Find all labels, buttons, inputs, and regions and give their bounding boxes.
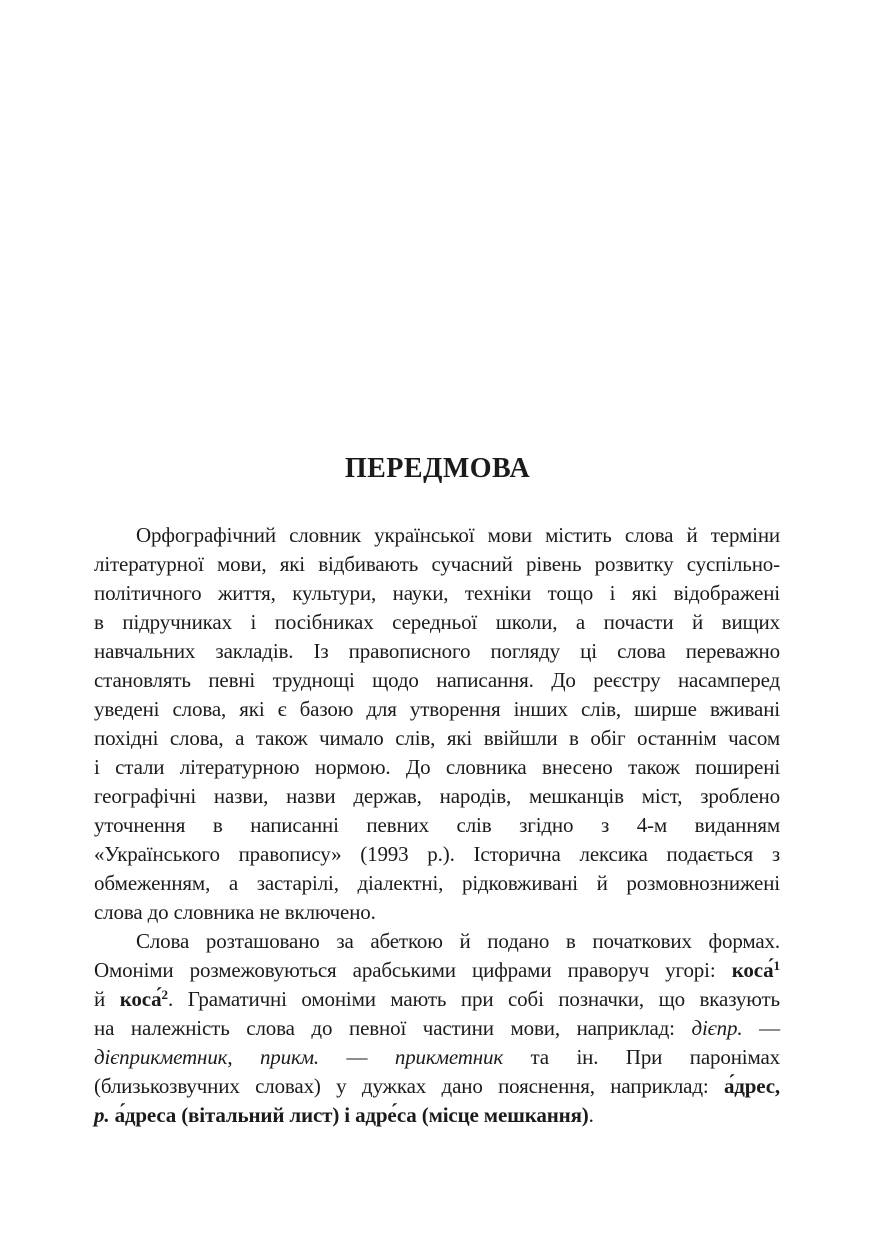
text-run: Омоніми розмежовуються арабськими цифрами праворуч угорі:: [94, 958, 732, 982]
text-run: а́дреса (вітальний лист) і адре́са (місце мешкання): [114, 1103, 589, 1127]
text-run: обмеженням, а застарілі, діалектні, рідковживані й розмовнознижені: [94, 871, 780, 895]
text-run: Орфографічний словник української мови містить слова й терміни: [136, 523, 780, 547]
document-body: [94, 521, 780, 1130]
text-run: і стали літературною нормою. До словника внесено також поширені: [94, 755, 780, 779]
text-run: р.: [94, 1103, 110, 1127]
text-run: на належність слова до певної частини мови, наприклад:: [94, 1016, 692, 1040]
text-line: [94, 521, 780, 550]
text-line: [94, 927, 780, 956]
text-line: [94, 811, 780, 840]
text-run: коса́: [731, 958, 774, 982]
text-line: [94, 695, 780, 724]
page-title: ПЕРЕДМОВА: [344, 453, 531, 484]
text-run: слова до словника не включено.: [94, 900, 376, 924]
text-line: [94, 637, 780, 666]
text-run: політичного життя, культури, науки, техніки тощо і які відображені: [94, 581, 780, 605]
text-run: «Українського правопису» (1993 р.). Історична лексика подається з: [94, 842, 780, 866]
text-line: [94, 608, 780, 637]
text-run: —: [319, 1045, 395, 1069]
text-run: становлять певні труднощі щодо написання. До реєстру насамперед: [94, 668, 780, 692]
text-run: навчальних закладів. Із правописного погляду ці слова переважно: [94, 639, 780, 663]
text-run: та ін. При паронімах: [503, 1045, 780, 1069]
text-line: [94, 1101, 780, 1130]
text-line: [94, 869, 780, 898]
text-run: —: [742, 1016, 780, 1040]
text-run: прикм.: [259, 1045, 320, 1069]
text-line: [94, 1072, 780, 1101]
text-run: .: [588, 1103, 594, 1127]
text-run: а́дрес,: [723, 1074, 780, 1098]
text-line: [94, 550, 780, 579]
text-line: [94, 985, 780, 1014]
text-run: в підручниках і посібниках середньої школи, а почасти й вищих: [94, 610, 780, 634]
text-run: ,: [227, 1045, 260, 1069]
text-line: [94, 956, 780, 985]
text-run: 1: [773, 958, 780, 973]
text-run: й: [94, 987, 120, 1011]
text-line: [94, 898, 780, 927]
text-run: географічні назви, назви держав, народів, мешканців міст, зроблено: [94, 784, 780, 808]
text-run: Слова розташовано за абеткою й подано в початкових формах.: [136, 929, 780, 953]
text-run: дієпр.: [691, 1016, 743, 1040]
text-line: [94, 1043, 780, 1072]
text-line: [94, 840, 780, 869]
text-run: 2: [161, 987, 168, 1002]
text-run: прикметник: [394, 1045, 504, 1069]
text-line: [94, 753, 780, 782]
text-run: літературної мови, які відбивають сучасний рівень розвитку суспільно-: [94, 552, 780, 576]
text-run: . Граматичні омоніми мають при собі позначки, що вказують: [168, 987, 780, 1011]
text-run: (близькозвучних словах) у дужках дано пояснення, наприклад:: [94, 1074, 724, 1098]
text-run: уточнення в написанні певних слів згідно з 4-м виданням: [94, 813, 780, 837]
text-line: [94, 579, 780, 608]
text-run: коса́: [119, 987, 162, 1011]
text-line: [94, 782, 780, 811]
text-line: [94, 666, 780, 695]
text-run: дієприкметник: [94, 1045, 228, 1069]
text-line: [94, 724, 780, 753]
text-line: [94, 1014, 780, 1043]
text-run: уведені слова, які є базою для утворення інших слів, ширше вживані: [94, 697, 780, 721]
text-run: похідні слова, а також чимало слів, які ввійшли в обіг останнім часом: [94, 726, 780, 750]
